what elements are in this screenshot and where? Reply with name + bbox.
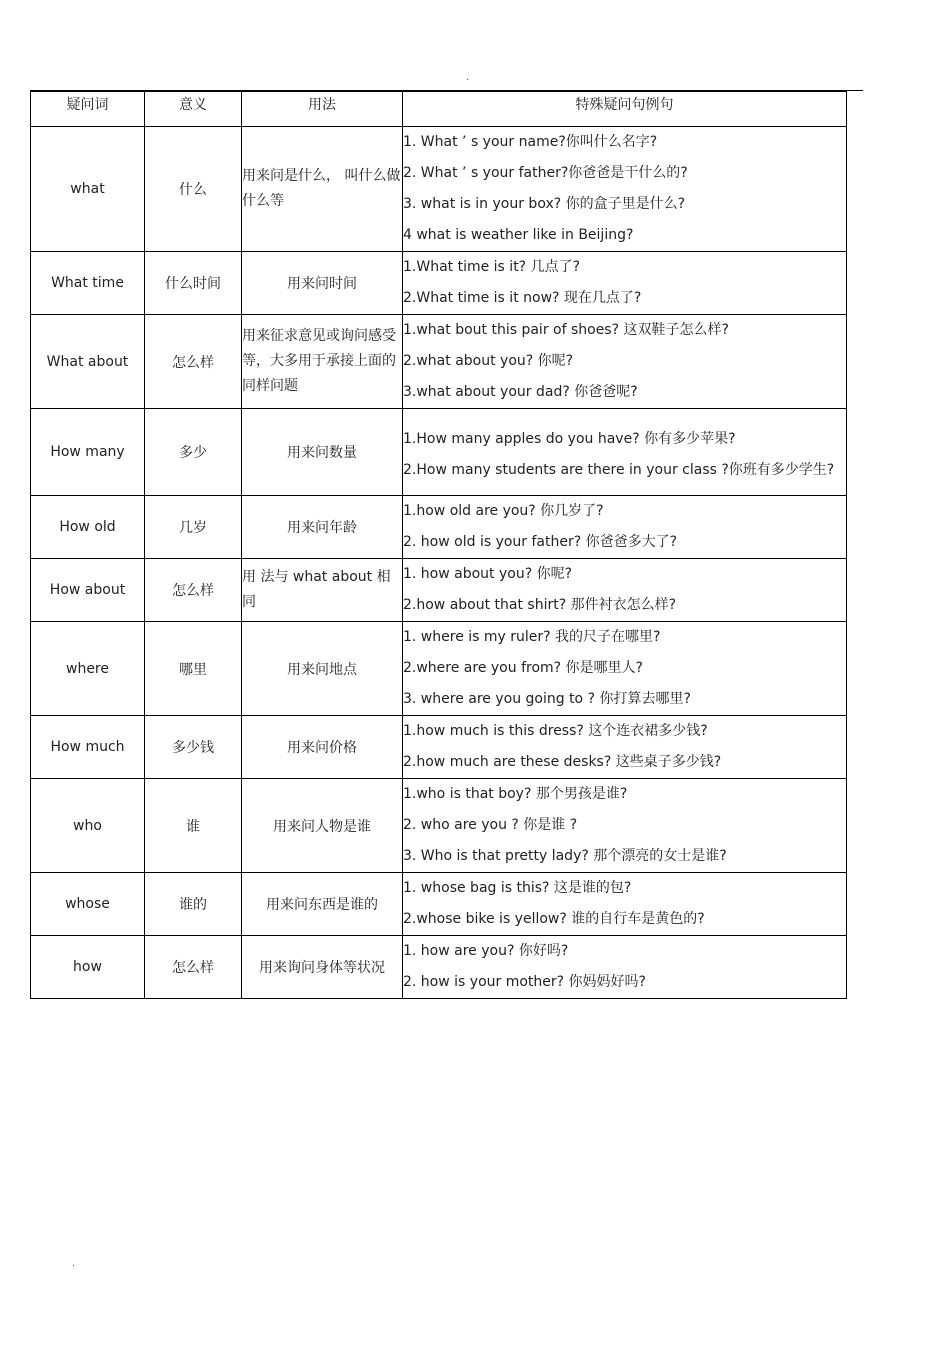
table-row bbox=[31, 127, 847, 252]
row-meaning: 谁 bbox=[145, 779, 242, 873]
row-word: How much bbox=[31, 716, 145, 779]
example-line: 2. What ’ s your father?你爸爸是干什么的? bbox=[403, 165, 688, 181]
header-usage: 用法 bbox=[242, 92, 403, 127]
row-examples bbox=[403, 779, 847, 873]
example-line: 1. What ’ s your name?你叫什么名字? bbox=[403, 134, 658, 150]
example-line: 1. where is my ruler? 我的尺子在哪里? bbox=[403, 629, 661, 645]
example-line: 1. whose bag is this? 这是谁的包? bbox=[403, 880, 632, 896]
row-usage: 用来问年龄 bbox=[242, 496, 403, 559]
row-word: where bbox=[31, 622, 145, 716]
row-word: what bbox=[31, 127, 145, 252]
example-line: 2. how is your mother? 你妈妈好吗? bbox=[403, 974, 646, 990]
row-word: What time bbox=[31, 252, 145, 315]
table-row bbox=[31, 409, 847, 496]
row-examples bbox=[403, 873, 847, 936]
table-row bbox=[31, 622, 847, 716]
row-word: How old bbox=[31, 496, 145, 559]
example-line: 1. how are you? 你好吗? bbox=[403, 943, 569, 959]
table-row bbox=[31, 559, 847, 622]
row-word: How many bbox=[31, 409, 145, 496]
row-word: whose bbox=[31, 873, 145, 936]
row-word: What about bbox=[31, 315, 145, 409]
header-word: 疑问词 bbox=[31, 92, 145, 127]
row-meaning: 怎么样 bbox=[145, 936, 242, 999]
example-line: 1.how much is this dress? 这个连衣裙多少钱? bbox=[403, 723, 708, 739]
table-row bbox=[31, 496, 847, 559]
row-usage: 用来问价格 bbox=[242, 716, 403, 779]
row-usage: 用来问人物是谁 bbox=[242, 779, 403, 873]
table-row bbox=[31, 873, 847, 936]
example-line: 3. Who is that pretty lady? 那个漂亮的女士是谁? bbox=[403, 848, 727, 864]
row-meaning: 怎么样 bbox=[145, 559, 242, 622]
row-usage: 用来问地点 bbox=[242, 622, 403, 716]
example-line: 1.what bout this pair of shoes? 这双鞋子怎么样? bbox=[403, 322, 729, 338]
row-usage: 用 法与 what about 相同 bbox=[242, 559, 403, 622]
row-usage: 用来问东西是谁的 bbox=[242, 873, 403, 936]
table-row bbox=[31, 252, 847, 315]
row-examples bbox=[403, 409, 847, 496]
example-line: 2.how about that shirt? 那件衬衣怎么样? bbox=[403, 597, 677, 613]
row-examples bbox=[403, 936, 847, 999]
row-usage: 用来问是什么， 叫什么做什么等 bbox=[242, 127, 403, 252]
example-line: 1.how old are you? 你几岁了? bbox=[403, 503, 604, 519]
row-usage: 用来询问身体等状况 bbox=[242, 936, 403, 999]
example-line: 2.what about you? 你呢? bbox=[403, 353, 574, 369]
table-header-row bbox=[31, 92, 847, 127]
row-meaning: 哪里 bbox=[145, 622, 242, 716]
row-examples bbox=[403, 315, 847, 409]
row-examples bbox=[403, 716, 847, 779]
row-meaning: 谁的 bbox=[145, 873, 242, 936]
row-examples bbox=[403, 252, 847, 315]
row-meaning: 怎么样 bbox=[145, 315, 242, 409]
example-line: 3. what is in your box? 你的盒子里是什么? bbox=[403, 196, 686, 212]
header-meaning: 意义 bbox=[145, 92, 242, 127]
row-examples bbox=[403, 559, 847, 622]
example-line: 2.whose bike is yellow? 谁的自行车是黄色的? bbox=[403, 911, 705, 927]
example-line: 1.What time is it? 几点了? bbox=[403, 259, 580, 275]
example-line: 2.how much are these desks? 这些桌子多少钱? bbox=[403, 754, 722, 770]
example-line: 2.What time is it now? 现在几点了? bbox=[403, 290, 642, 306]
table-row bbox=[31, 716, 847, 779]
row-meaning: 什么 bbox=[145, 127, 242, 252]
table-row bbox=[31, 936, 847, 999]
row-examples bbox=[403, 622, 847, 716]
header-examples: 特殊疑问句例句 bbox=[403, 92, 847, 127]
page-dot-bottom: . bbox=[72, 1258, 76, 1269]
page-dot-top: . bbox=[466, 72, 470, 83]
row-meaning: 多少钱 bbox=[145, 716, 242, 779]
example-line: 2.How many students are there in your class ?你班有多少学生? bbox=[403, 461, 835, 478]
row-examples bbox=[403, 127, 847, 252]
example-line: 4 what is weather like in Beijing? bbox=[403, 227, 634, 243]
row-meaning: 什么时间 bbox=[145, 252, 242, 315]
row-usage: 用来征求意见或询问感受等，大多用于承接上面的同样问题 bbox=[242, 315, 403, 409]
row-word: How about bbox=[31, 559, 145, 622]
row-usage: 用来问数量 bbox=[242, 409, 403, 496]
question-words-table bbox=[30, 91, 847, 999]
row-examples bbox=[403, 496, 847, 559]
row-word: how bbox=[31, 936, 145, 999]
example-line: 2. who are you ? 你是谁 ? bbox=[403, 817, 578, 833]
example-line: 1.who is that boy? 那个男孩是谁? bbox=[403, 786, 628, 802]
table-row bbox=[31, 779, 847, 873]
row-meaning: 几岁 bbox=[145, 496, 242, 559]
example-line: 1.How many apples do you have? 你有多少苹果? bbox=[403, 430, 736, 447]
example-line: 2.where are you from? 你是哪里人? bbox=[403, 660, 643, 676]
row-word: who bbox=[31, 779, 145, 873]
example-line: 2. how old is your father? 你爸爸多大了? bbox=[403, 534, 678, 550]
example-line: 3. where are you going to ? 你打算去哪里? bbox=[403, 691, 691, 707]
table-row bbox=[31, 315, 847, 409]
example-line: 1. how about you? 你呢? bbox=[403, 566, 573, 582]
row-usage: 用来问时间 bbox=[242, 252, 403, 315]
row-meaning: 多少 bbox=[145, 409, 242, 496]
example-line: 3.what about your dad? 你爸爸呢? bbox=[403, 384, 638, 400]
